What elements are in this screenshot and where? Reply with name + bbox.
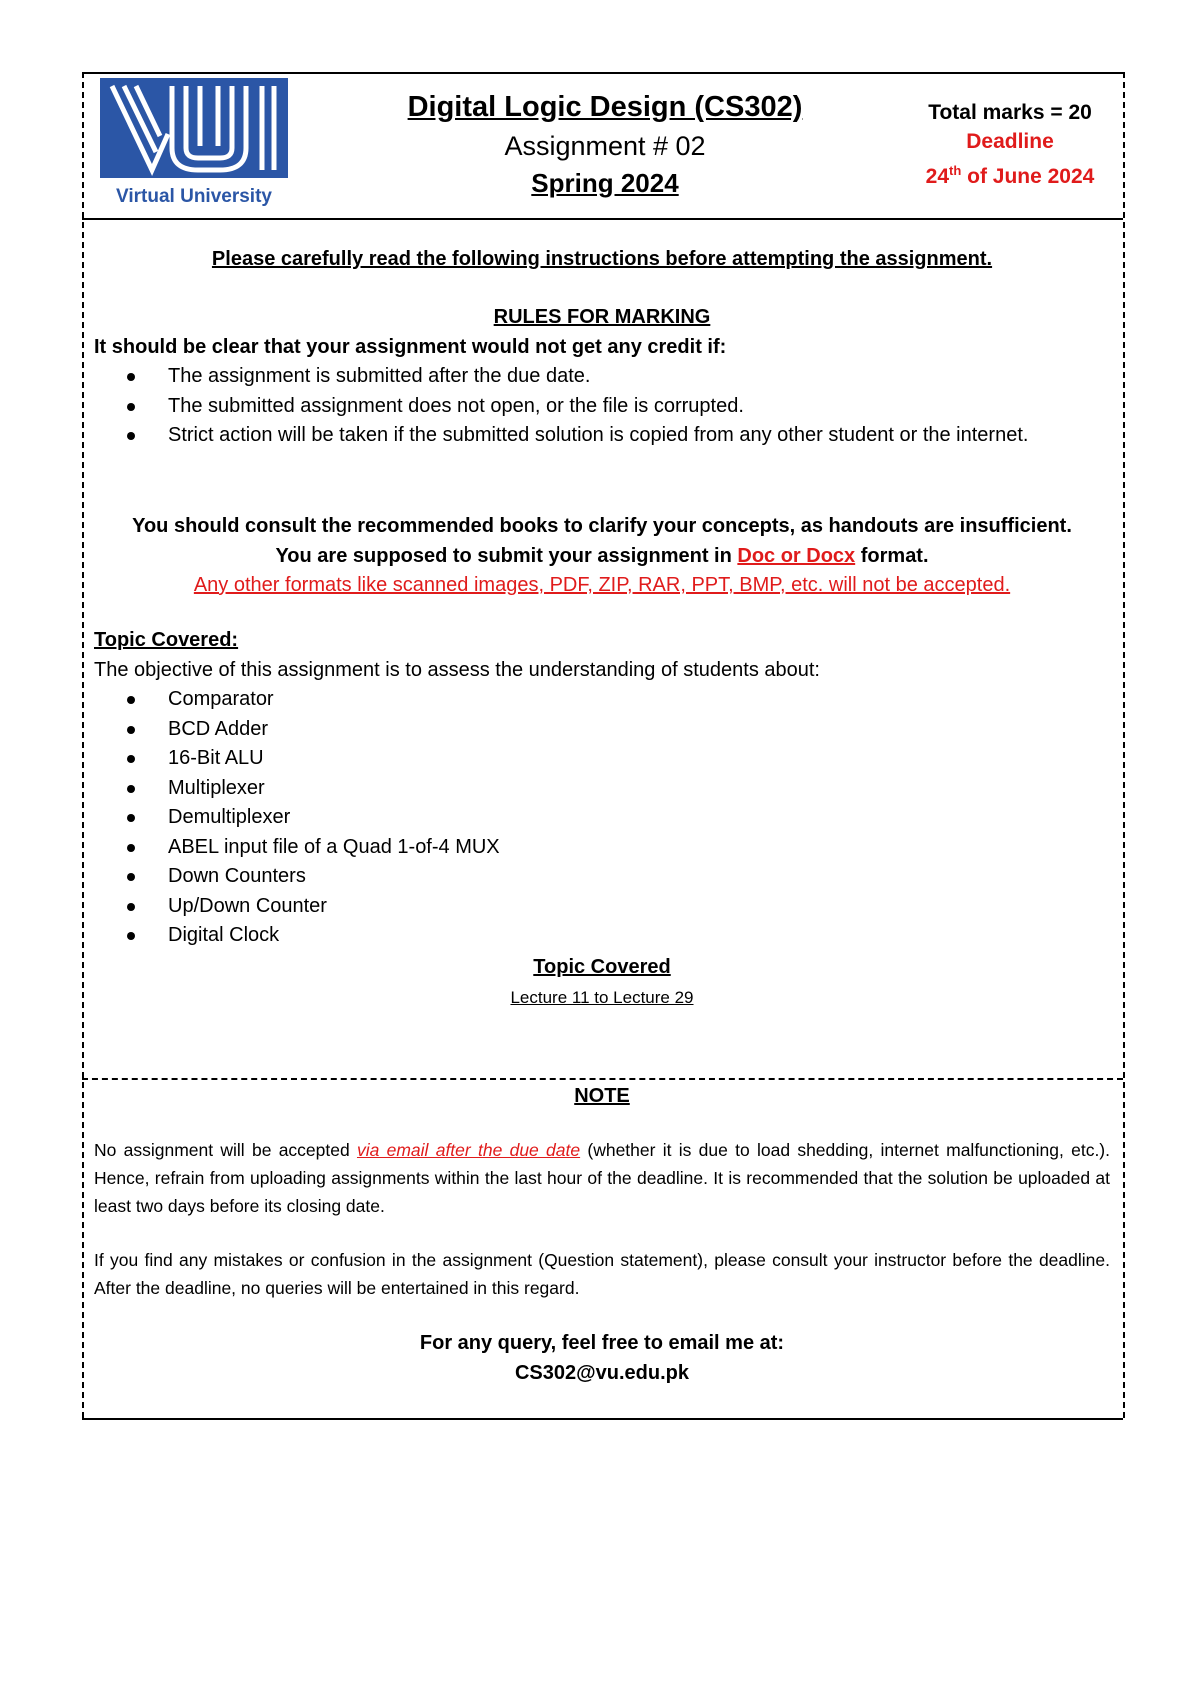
header-titles	[380, 88, 830, 200]
topic-text: BCD Adder	[168, 717, 269, 740]
bullet-icon	[127, 873, 135, 881]
course-title: Digital Logic Design (CS302)	[407, 91, 803, 123]
topics-list-container	[94, 685, 1110, 951]
topic-text: 16-Bit ALU	[168, 747, 264, 769]
note-text: No assignment will be accepted	[94, 1140, 357, 1160]
topic-item	[94, 715, 1110, 745]
topic-item	[94, 892, 1110, 922]
note-heading: NOTE	[574, 1085, 630, 1107]
rule-text: The submitted assignment does not open, or the file is corrupted.	[168, 394, 744, 417]
note-divider	[82, 1078, 1123, 1080]
rule-text: Strict action will be taken if the submitted solution is copied from any other student or the internet.	[168, 424, 1029, 446]
submit-text: You are supposed to submit your assignment in	[275, 545, 738, 567]
bullet-icon	[127, 932, 135, 940]
contact-email[interactable]: CS302@vu.edu.pk	[514, 1362, 689, 1384]
topics-heading: Topic Covered:	[94, 629, 239, 651]
topic-item	[94, 921, 1110, 951]
topic-text: Down Counters	[168, 865, 306, 887]
instructions-heading: Please carefully read the following instructions before attempting the assignment.	[211, 248, 993, 270]
logo-text: Virtual University	[116, 186, 272, 207]
deadline-day: 24	[925, 165, 949, 188]
topic-item	[94, 744, 1110, 774]
topic-item	[94, 862, 1110, 892]
other-formats-warning: Any other formats like scanned images, PDF, ZIP, RAR, PPT, BMP, etc. will not be accepted.	[193, 574, 1011, 596]
topic-text: Demultiplexer	[168, 806, 291, 828]
bullet-icon	[127, 785, 135, 793]
topic-text: Multiplexer	[168, 776, 265, 799]
topic-item	[94, 685, 1110, 715]
consult-books: You should consult the recommended books to clarify your concepts, as handouts are insufficient.	[132, 515, 1072, 537]
bullet-icon	[127, 403, 135, 411]
bullet-icon	[127, 373, 135, 381]
lecture-range: Lecture 11 to Lecture 29	[510, 988, 694, 1007]
vu-logo	[100, 78, 288, 210]
rules-intro: It should be clear that your assignment would not get any credit if:	[94, 336, 727, 358]
total-marks: Total marks = 20	[928, 101, 1092, 124]
topic-text: Digital Clock	[168, 924, 280, 946]
top-border	[82, 72, 1123, 74]
topic-text: Up/Down Counter	[168, 894, 327, 917]
rule-item	[94, 362, 1110, 392]
note-paragraph-2: If you find any mistakes or confusion in the assignment (Question statement), please consult your instructor before the deadline. After the deadline, no queries will be entertained in this regard.	[94, 1250, 1110, 1298]
bullet-icon	[127, 844, 135, 852]
rules-list-container	[94, 362, 1110, 451]
rules-heading: RULES FOR MARKING	[493, 306, 711, 328]
bullet-icon	[127, 726, 135, 734]
submit-text-end: format.	[855, 545, 929, 567]
bullet-icon	[127, 432, 135, 440]
submit-format: Doc or Docx	[737, 545, 856, 567]
topic-covered-heading: Topic Covered	[533, 956, 671, 978]
bullet-icon	[127, 814, 135, 822]
header-meta	[905, 98, 1115, 191]
note-highlight: via email after the due date	[356, 1140, 581, 1160]
bullet-icon	[127, 755, 135, 763]
session-label: Spring 2024	[531, 168, 679, 198]
rule-item	[94, 421, 1110, 451]
topic-item	[94, 803, 1110, 833]
assignment-number: Assignment # 02	[504, 131, 706, 161]
deadline-label: Deadline	[966, 130, 1054, 153]
topic-text: ABEL input file of a Quad 1-of-4 MUX	[168, 835, 500, 858]
rule-item	[94, 392, 1110, 422]
deadline-date	[905, 156, 1115, 191]
note-paragraph-1	[94, 1136, 1110, 1220]
topic-text: Comparator	[168, 688, 274, 710]
bottom-border	[82, 1418, 1123, 1420]
bullet-icon	[127, 903, 135, 911]
deadline-month-year: of June 2024	[961, 165, 1095, 188]
rules-list	[94, 362, 1110, 451]
header-divider	[82, 218, 1123, 220]
bullet-icon	[127, 696, 135, 704]
rule-text: The assignment is submitted after the due date.	[168, 365, 591, 387]
topics-intro: The objective of this assignment is to assess the understanding of students about:	[94, 659, 820, 681]
topics-list	[94, 685, 1110, 951]
note-text-end: (whether it is due to load shedding, internet malfunctioning, etc.). Hence, refrain from uploading assignments within the last hour of the deadline. It is recommended that the solution be uploaded at least two days before its closing date.	[94, 1140, 1110, 1216]
contact-line: For any query, feel free to email me at:	[419, 1332, 785, 1354]
deadline-suffix: th	[949, 163, 962, 178]
topic-item	[94, 774, 1110, 804]
submit-format-line	[94, 542, 1110, 572]
topic-item	[94, 833, 1110, 863]
